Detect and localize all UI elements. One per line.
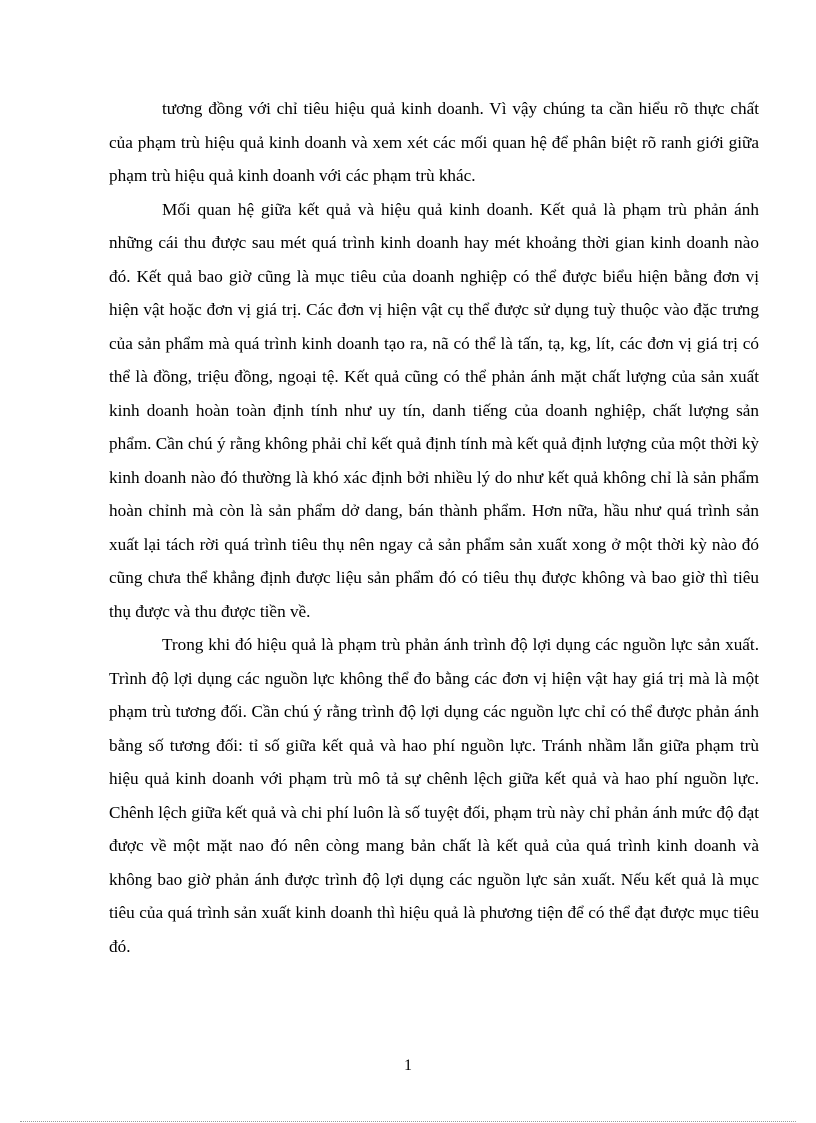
- paragraph-continuation: tương đồng với chỉ tiêu hiệu quả kinh doanh. Vì vậy chúng ta cần hiểu rõ thực chất của phạm trù hiệu quả kinh doanh và xem xét các mối quan hệ để phân biệt rõ ranh giới giữa phạm trù hiệu quả kinh doanh với các phạm trù khác.: [109, 99, 759, 185]
- page-bottom-divider: [20, 1121, 796, 1122]
- body-text: [109, 92, 759, 963]
- paragraph-efficiency-definition: Trong khi đó hiệu quả là phạm trù phản ánh trình độ lợi dụng các nguồn lực sản xuất. Trình độ lợi dụng các nguồn lực không thể đo bằng các đơn vị hiện vật hay giá trị mà là một phạm trù tương đối. Cần chú ý rằng trình độ lợi dụng các nguồn lực chỉ có thể được phản ánh bằng số tương đối: tỉ số giữa kết quả và hao phí nguồn lực. Tránh nhầm lẫn giữa phạm trù hiệu quả kinh doanh với phạm trù mô tả sự chênh lệch giữa kết quả và hao phí nguồn lực. Chênh lệch giữa kết quả và chi phí luôn là số tuyệt đối, phạm trù này chỉ phản ánh mức độ đạt được về một mặt nao đó nên còng mang bản chất là kết quả của quá trình kinh doanh và không bao giờ phản ánh được trình độ lợi dụng các nguồn lực sản xuất. Nếu kết quả là mục tiêu của quá trình sản xuất kinh doanh thì hiệu quả là phương tiện để có thể đạt được mục tiêu đó.: [109, 635, 759, 956]
- page-number: 1: [404, 1057, 412, 1074]
- paragraph-results-vs-efficiency: Mối quan hệ giữa kết quả và hiệu quả kinh doanh. Kết quả là phạm trù phản ánh những cái thu được sau mét quá trình kinh doanh hay mét khoảng thời gian kinh doanh nào đó. Kết quả bao giờ cũng là mục tiêu của doanh nghiệp có thể được biểu hiện bằng đơn vị hiện vật hoặc đơn vị giá trị. Các đơn vị hiện vật cụ thể được sử dụng tuỳ thuộc vào đặc trưng của sản phẩm mà quá trình kinh doanh tạo ra, nã có thể là tấn, tạ, kg, lít, các đơn vị giá trị có thể là đồng, triệu đồng, ngoại tệ. Kết quả cũng có thể phản ánh mặt chất lượng của sản xuất kinh doanh hoàn toàn định tính như uy tín, danh tiếng của doanh nghiệp, chất lượng sản phẩm. Cần chú ý rằng không phải chỉ kết quả định tính mà kết quả định lượng của một thời kỳ kinh doanh nào đó thường là khó xác định bởi nhiều lý do như kết quả không chỉ là sản phẩm hoàn chỉnh mà còn là sản phẩm dở dang, bán thành phẩm. Hơn nữa, hầu như quá trình sản xuất lại tách rời quá trình tiêu thụ nên ngay cả sản phẩm sản xuất xong ở một thời kỳ nào đó cũng chưa thể khẳng định được liệu sản phẩm đó có tiêu thụ được không và bao giờ thì tiêu thụ được và thu được tiền về.: [109, 199, 759, 621]
